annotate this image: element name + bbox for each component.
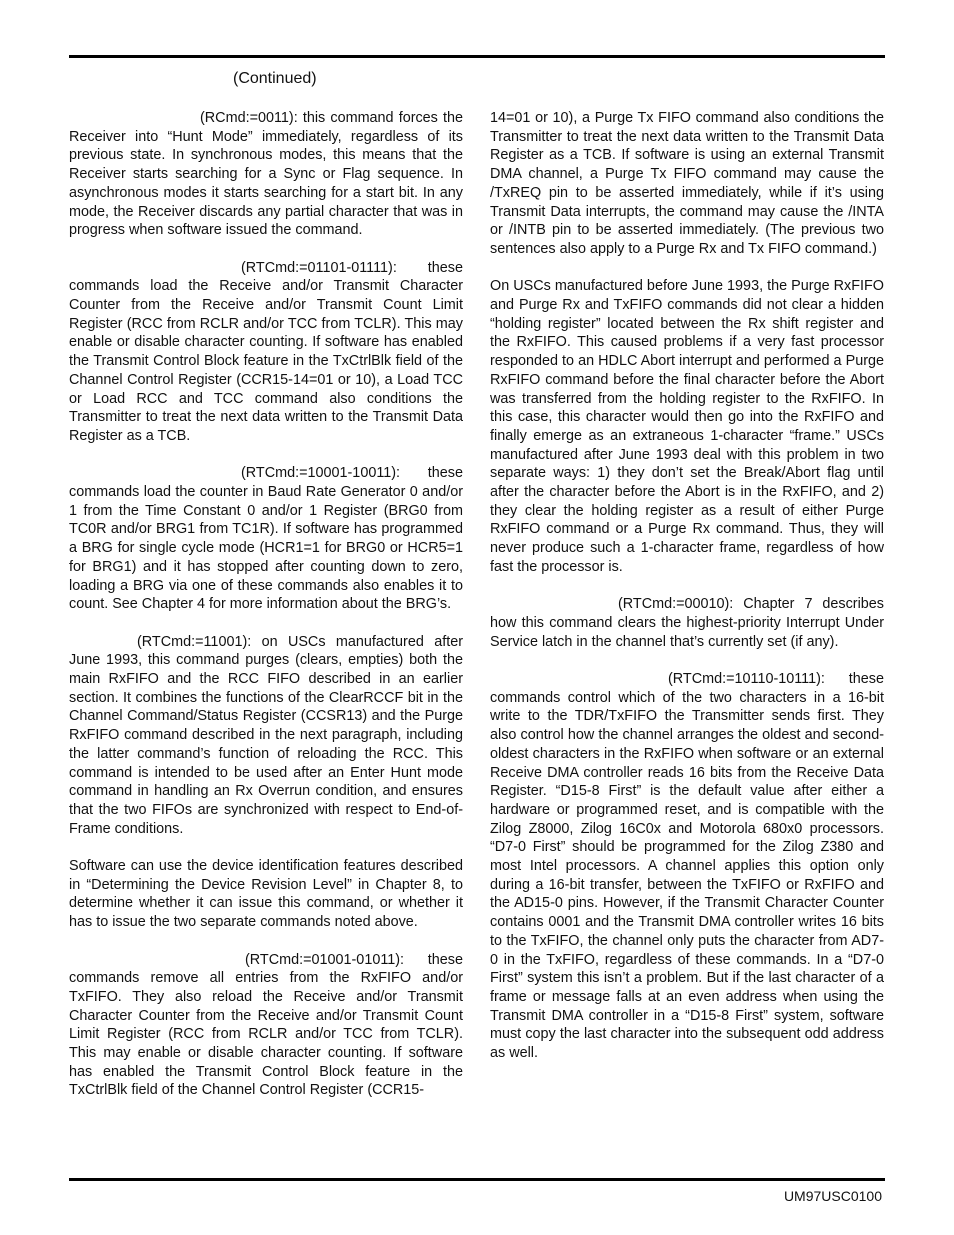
right-column <box>490 109 884 1082</box>
paragraph-text: on USCs manufactured after June 1993, this command purges (clears, empties) both the main RxFIFO and the RCC FIFO described in an earlier section. It combines the functions of the ClearRCCF bit in the Channel Command/Status Register (CCSR13) and the Purge RxFIFO command described in the next paragraph, including the latter command’s function of reloading the RCC. This command is intended to be used after an Enter Hunt mode command in handling an Rx Overrun condition, and ensures that the two FIFOs are synchronized with respect to End-of-Frame conditions. <box>69 633 463 837</box>
left-column <box>69 109 463 1119</box>
continued-heading: (Continued) <box>233 70 317 87</box>
command-code: (RCmd:=0011): <box>200 110 298 126</box>
document-id: UM97USC0100 <box>783 1188 882 1204</box>
paragraph-text: On USCs manufactured before June 1993, the Purge RxFIFO and Purge Rx and TxFIFO commands did not clear a hidden “holding register” located between the Rx shift register and the RxFIFO. This caused problems if a very fast processor responded to an HDLC Abort interrupt and performed a Purge RxFIFO command before the final character before the Abort was transferred from the holding register to the RxFIFO. In this case, this character would then go into the RxFIFO and finally emerge as an extraneous 1-character “frame.” USCs manufactured after June 1993 deal with this problem in two separate ways: 1) they don’t set the Break/Abort flag until after the character before the Abort is in the RxFIFO, and 2) they clear the holding register as a result of either Purge RxFIFO command or a Purge Rx command. Thus, they will never produce such a 1-character frame, regardless of how fast the processor is. <box>490 278 884 575</box>
paragraph <box>69 109 463 240</box>
paragraph-text: these commands control which of the two characters in a 16-bit write to the TDR/TxFIFO the Transmitter sends first. They also control how the channel arranges the oldest and second-oldest characters in the RxFIFO when software or an external Receive DMA controller reads 16 bits from the Receive Data Register. “D15-8 First” is the default value after either a hardware or programmed reset, and is compatible with the Zilog Z8000, Zilog 16C0x and Motorola 680x0 processors. “D7-0 First” should be programmed for the Zilog Z380 and most Intel processors. A channel applies this option only during a 16-bit transfer, between the TxFIFO or RxFIFO and the AD15-0 pins. However, if the Transmit Character Counter contains 0001 and the Transmit DMA controller writes 16 bits to the TxFIFO, the channel only puts the character from AD7-0 in the TxFIFO, regardless of these commands. In a “D7-0 First” system this isn’t a problem. But if the last character of a frame or message falls at an even address when using the Transmit DMA controller in a “D15-8 First” system, software must copy the last character into the subsequent odd address as well. <box>490 671 884 1062</box>
command-code: (RTCmd:=10001-10011): <box>241 465 401 482</box>
paragraph <box>490 670 884 1063</box>
paragraph-text: these commands load the Receive and/or Transmit Character Counter from the Receive and/or Transmit Count Limit Register (RCC from RCLR and/or TCC from TCLR). This may enable or disable character counting. If software has enabled the Transmit Control Block feature in the TxCtrlBlk field of the Channel Control Register (CCR15-14=01 or 10), a Load TCC or Load RCC and TCC command also conditions the Transmitter to treat the next data written to the Transmit Data Register as a TCB. <box>69 259 463 444</box>
paragraph <box>490 109 884 259</box>
paragraph <box>69 857 463 932</box>
command-code: (RTCmd:=11001): <box>137 633 252 650</box>
paragraph-text: Chapter 7 describes how this command clears the highest-priority Interrupt Under Service latch in the channel that’s currently set (if any). <box>490 596 884 650</box>
paragraph <box>69 951 463 1101</box>
command-code: (RTCmd:=01001-01011): <box>245 951 405 968</box>
command-code: (RTCmd:=10110-10111): <box>668 671 825 688</box>
command-code: (RTCmd:=00010): <box>618 596 734 613</box>
bottom-rule <box>69 1178 885 1181</box>
paragraph <box>69 259 463 446</box>
top-rule <box>69 55 885 58</box>
paragraph <box>69 633 463 839</box>
paragraph <box>490 277 884 576</box>
paragraph <box>69 464 463 614</box>
paragraph-text: Software can use the device identification features described in “Determining the Device Revision Level” in Chapter 8, to determine whether it can issue this command, or whether it has to issue the two separate commands noted above. <box>69 858 463 931</box>
paragraph <box>490 595 884 651</box>
paragraph-text: these commands load the counter in Baud Rate Generator 0 and/or 1 from the Time Constant 0 and/or 1 Register (BRG0 from TC0R and/or BRG1 from TC1R). If software has programmed a BRG for single cycle mode (HCR1=1 for BRG0 or HCR5=1 for BRG1) and it has stopped after counting down to zero, loading a BRG via one of these commands also enables it to count. See Chapter 4 for more information about the BRG’s. <box>69 465 463 613</box>
paragraph-text: 14=01 or 10), a Purge Tx FIFO command also conditions the Transmitter to treat the next data written to the Transmit Data Register as a TCB. If software is using an external Transmit DMA channel, a Purge Tx FIFO command may cause the /TxREQ pin to be asserted immediately, while if it’s using Transmit Data interrupts, the command may cause the /INTA or /INTB pin to be asserted immediately. (The previous two sentences also apply to a Purge Rx and Tx FIFO command.) <box>490 110 884 257</box>
paragraph-text: these commands remove all entries from the RxFIFO and/or TxFIFO. They also reload the Receive and/or Transmit Character Counter from the Receive and/or Transmit Count Limit Register (RCC from RCLR and/or TCC from TCLR). This may enable or disable character counting. If software has enabled the Transmit Control Block feature in the TxCtrlBlk field of the Channel Control Register (CCR15- <box>69 951 463 1099</box>
command-code: (RTCmd:=01101-01111): <box>241 259 397 276</box>
paragraph-text: this command forces the Receiver into “Hunt Mode” immediately, regardless of its previous state. In synchronous modes, this means that the Receiver starts searching for a Sync or Flag sequence. In asynchronous modes it starts searching for a start bit. In any mode, the Receiver discards any partial character that was in progress when software issued the command. <box>69 110 464 239</box>
